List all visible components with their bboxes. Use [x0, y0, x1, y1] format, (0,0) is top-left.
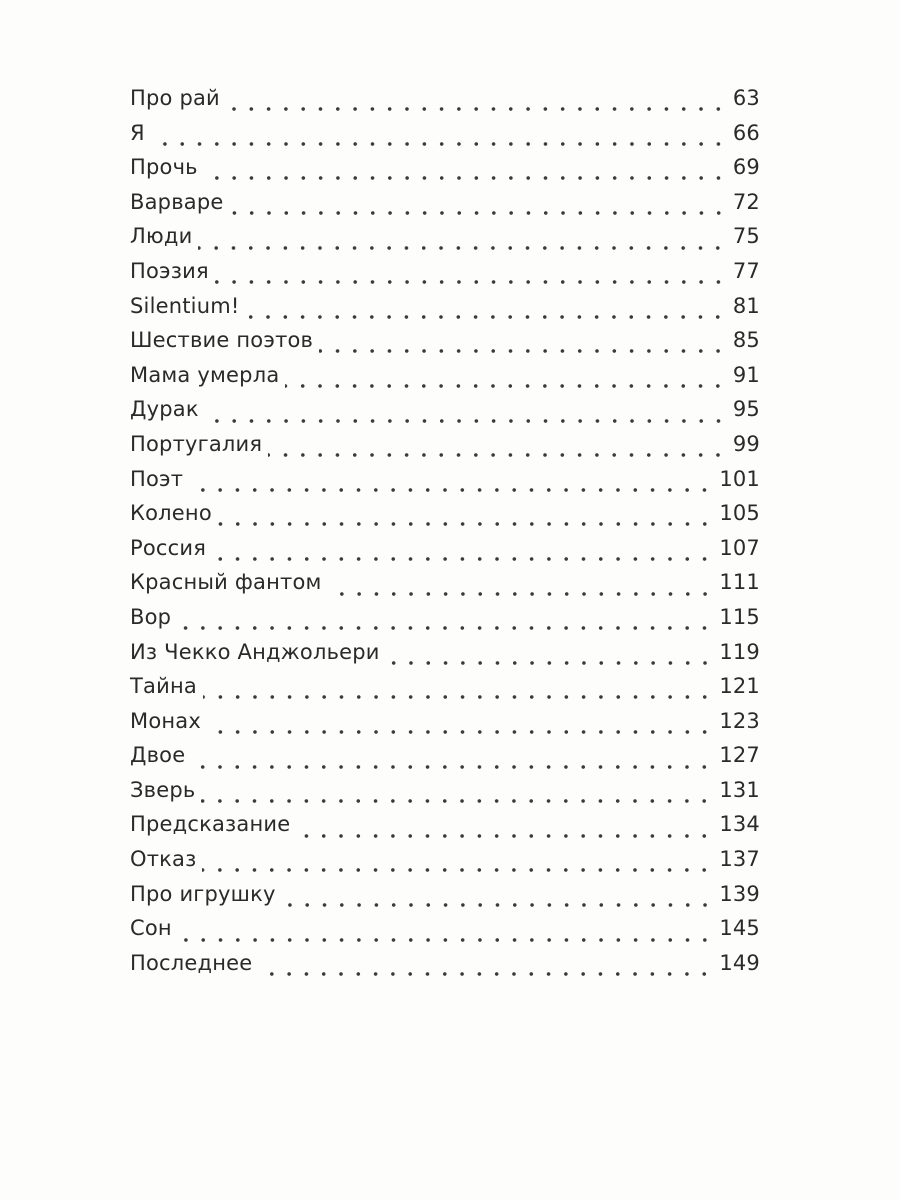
toc-entry-page: 111: [719, 570, 760, 595]
toc-entry-title: Варваре: [130, 189, 224, 214]
toc-entry-title: Поэзия: [130, 258, 209, 283]
table-of-contents: [130, 86, 760, 985]
toc-entry: [130, 190, 760, 225]
toc-entry: [130, 570, 760, 605]
toc-entry-page: 134: [719, 812, 760, 837]
dot-leader: [226, 107, 727, 111]
toc-entry: [130, 397, 760, 432]
dot-leader: [215, 280, 727, 284]
dot-leader: [151, 142, 727, 146]
dot-leader: [177, 626, 713, 630]
dot-leader: [205, 419, 727, 423]
toc-entry-title: Люди: [130, 224, 193, 249]
toc-entry: [130, 743, 760, 778]
toc-entry-title: Отказ: [130, 847, 197, 872]
toc-entry: [130, 86, 760, 121]
toc-entry-title: Красный фантом: [130, 570, 322, 595]
toc-entry: [130, 812, 760, 847]
toc-entry-title: Россия: [130, 535, 207, 560]
dot-leader: [191, 765, 713, 769]
toc-entry: [130, 432, 760, 467]
toc-entry-page: 77: [732, 258, 760, 283]
toc-entry-title: Мама умерла: [130, 362, 280, 387]
toc-entry-page: 63: [732, 86, 760, 110]
toc-entry: [130, 536, 760, 571]
toc-entry-page: 101: [719, 466, 760, 491]
toc-entry-page: 123: [719, 708, 760, 733]
toc-entry-page: 127: [719, 743, 760, 768]
toc-entry-page: 105: [719, 501, 760, 526]
dot-leader: [282, 903, 714, 907]
toc-entry: [130, 951, 760, 986]
toc-entry-title: Вор: [130, 604, 172, 629]
toc-entry-title: Поэт: [130, 466, 184, 491]
toc-entry: [130, 328, 760, 363]
toc-entry-page: 119: [719, 639, 760, 664]
toc-entry-page: 66: [732, 120, 760, 145]
toc-entry-title: Про игрушку: [130, 881, 276, 906]
toc-entry-title: Прочь: [130, 155, 198, 180]
toc-entry: [130, 294, 760, 329]
dot-leader: [198, 246, 726, 250]
toc-entry: [130, 916, 760, 951]
dot-leader: [189, 488, 713, 492]
toc-entry-page: 72: [732, 189, 760, 214]
toc-entry: [130, 501, 760, 536]
dot-leader: [201, 799, 713, 803]
dot-leader: [212, 557, 713, 561]
toc-entry-title: Зверь: [130, 777, 196, 802]
toc-entry-page: 95: [732, 397, 760, 422]
dot-leader: [296, 834, 713, 838]
toc-entry-page: 81: [732, 293, 760, 318]
dot-leader: [207, 730, 713, 734]
toc-entry-title: Сон: [130, 916, 172, 941]
toc-entry-page: 69: [732, 155, 760, 180]
dot-leader: [268, 453, 727, 457]
dot-leader: [319, 349, 727, 353]
toc-entry-page: 131: [719, 777, 760, 802]
toc-entry: [130, 709, 760, 744]
toc-entry-title: Монах: [130, 708, 201, 733]
toc-entry-title: Португалия: [130, 431, 263, 456]
dot-leader: [386, 661, 714, 665]
toc-entry: [130, 882, 760, 917]
toc-entry-page: 85: [732, 328, 760, 353]
toc-entry-page: 91: [732, 362, 760, 387]
toc-entry-page: 107: [719, 535, 760, 560]
dot-leader: [285, 384, 726, 388]
toc-entry-title: Двое: [130, 743, 186, 768]
toc-entry: [130, 467, 760, 502]
toc-entry: [130, 778, 760, 813]
toc-entry-title: Дурак: [130, 397, 199, 422]
toc-entry-title: Silentium!: [130, 293, 240, 318]
dot-leader: [245, 315, 726, 319]
toc-entry-title: Последнее: [130, 950, 253, 975]
toc-entry-page: 139: [719, 881, 760, 906]
toc-entry: [130, 363, 760, 398]
toc-entry-page: 145: [719, 916, 760, 941]
toc-entry: [130, 847, 760, 882]
dot-leader: [203, 695, 713, 699]
toc-entry-title: Про рай: [130, 86, 220, 110]
toc-entry-page: 149: [719, 950, 760, 975]
toc-entry-title: Из Чекко Анджольери: [130, 639, 380, 664]
toc-entry-page: 121: [719, 674, 760, 699]
dot-leader: [178, 938, 713, 942]
toc-entry: [130, 224, 760, 259]
toc-entry: [130, 605, 760, 640]
dot-leader: [204, 176, 727, 180]
toc-entry-page: 137: [719, 847, 760, 872]
toc-entry-page: 75: [732, 224, 760, 249]
toc-entry: [130, 640, 760, 675]
toc-entry: [130, 155, 760, 190]
dot-leader: [218, 522, 713, 526]
toc-entry-title: Предсказание: [130, 812, 291, 837]
dot-leader: [202, 868, 713, 872]
toc-entry-title: Я: [130, 120, 145, 145]
toc-entry-title: Тайна: [130, 674, 197, 699]
toc-entry: [130, 121, 760, 156]
toc-entry-page: 99: [732, 431, 760, 456]
dot-leader: [258, 972, 713, 976]
dot-leader: [328, 592, 714, 596]
toc-entry-page: 115: [719, 604, 760, 629]
dot-leader: [230, 211, 727, 215]
toc-entry: [130, 674, 760, 709]
toc-entry-title: Шествие поэтов: [130, 328, 314, 353]
toc-entry-title: Колено: [130, 501, 212, 526]
toc-entry: [130, 259, 760, 294]
